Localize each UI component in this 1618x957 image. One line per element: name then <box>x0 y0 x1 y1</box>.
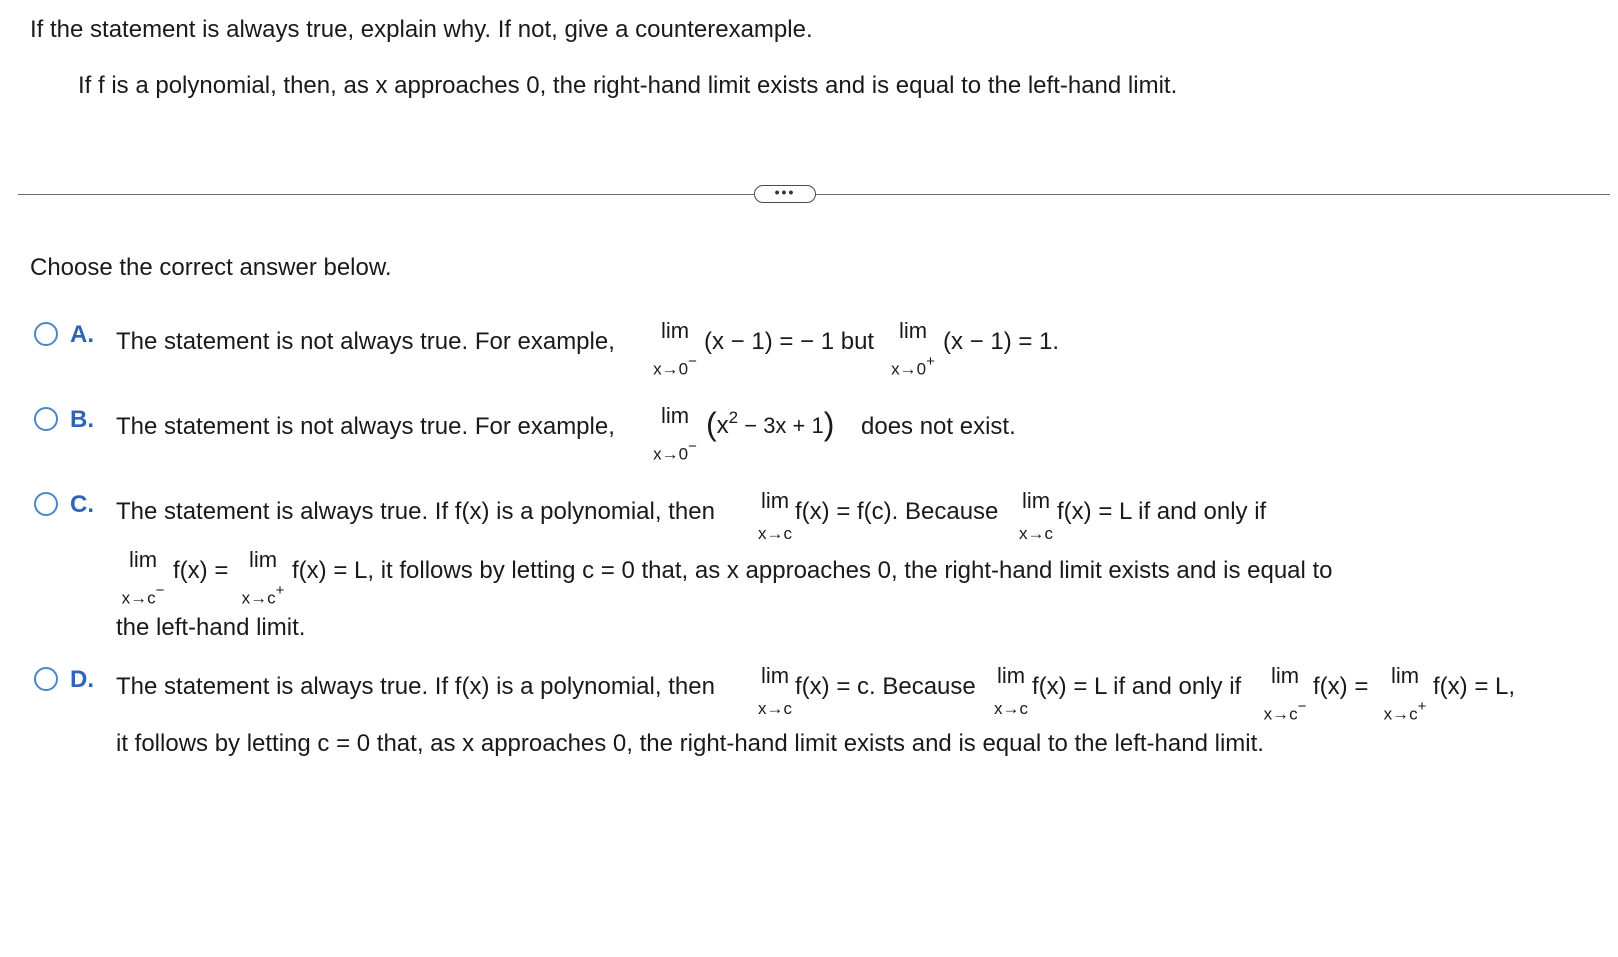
lim-word: lim <box>898 318 928 343</box>
lim-word: lim <box>128 547 158 572</box>
lim-subscript: x→0+ <box>891 353 935 379</box>
lim-word: lim <box>760 488 790 513</box>
option-c-lead: The statement is always true. If f(x) is a polynomial, then <box>116 498 715 525</box>
option-d-lead: The statement is always true. If f(x) is a polynomial, then <box>116 673 715 700</box>
lim-subscript: x→c− <box>1263 698 1307 724</box>
lim-subscript: x→0− <box>653 353 697 379</box>
option-a-lead: The statement is not always true. For example, <box>116 328 615 355</box>
lim-subscript: x→c <box>994 699 1028 718</box>
option-b-letter: B. <box>70 406 94 433</box>
radio-option-b[interactable] <box>34 407 58 431</box>
option-d-expr2: f(x) = L if and only if <box>1032 673 1242 700</box>
lim-word: lim <box>660 403 690 428</box>
option-c-lim-3 <box>108 549 178 608</box>
option-b-lead: The statement is not always true. For example, <box>116 413 615 440</box>
lim-subscript: x→0− <box>653 438 697 464</box>
lim-word: lim <box>1021 488 1051 513</box>
option-c-line3: the left-hand limit. <box>116 614 306 641</box>
option-d-expr1: f(x) = c. Because <box>795 673 976 700</box>
option-c-lim-4 <box>228 549 298 608</box>
option-a-expr1: (x − 1) = − 1 but <box>704 328 875 355</box>
option-a-lim-left <box>640 320 710 379</box>
lim-subscript: x→c <box>1019 524 1053 543</box>
option-d-lim-3 <box>1250 665 1320 724</box>
option-a-lim-right <box>878 320 948 379</box>
statement-text: If f is a polynomial, then, as x approaches 0, the right-hand limit exists and is equal to the left-hand limit. <box>78 72 1178 99</box>
lim-subscript: x→c <box>758 524 792 543</box>
option-c-expr1: f(x) = f(c). Because <box>795 498 999 525</box>
lim-word: lim <box>1270 663 1300 688</box>
option-a-expr2: (x − 1) = 1. <box>943 328 1060 355</box>
instruction-text: If the statement is always true, explain why. If not, give a counterexample. <box>30 16 813 43</box>
lim-word: lim <box>996 663 1026 688</box>
option-c-expr3: f(x) = <box>173 557 229 584</box>
lim-subscript: x→c− <box>121 582 165 608</box>
lim-word: lim <box>760 663 790 688</box>
answer-prompt: Choose the correct answer below. <box>30 254 392 281</box>
option-b-tail: does not exist. <box>861 413 1016 440</box>
option-d-letter: D. <box>70 666 94 693</box>
option-c-expr4: f(x) = L, it follows by letting c = 0 that, as x approaches 0, the right-hand limit exists and is equal to <box>292 557 1333 584</box>
option-c-letter: C. <box>70 491 94 518</box>
option-d-expr4: f(x) = L, <box>1433 673 1516 700</box>
option-d-lim-4 <box>1370 665 1440 724</box>
option-d-line2: it follows by letting c = 0 that, as x approaches 0, the right-hand limit exists and is equal to the left-hand limit. <box>116 730 1264 757</box>
lim-subscript: x→c+ <box>241 582 285 608</box>
radio-option-a[interactable] <box>34 322 58 346</box>
lim-subscript: x→c+ <box>1383 698 1427 724</box>
lim-word: lim <box>1390 663 1420 688</box>
radio-option-c[interactable] <box>34 492 58 516</box>
radio-option-d[interactable] <box>34 667 58 691</box>
lim-subscript: x→c <box>758 699 792 718</box>
option-c-expr2: f(x) = L if and only if <box>1057 498 1267 525</box>
option-b-polynomial: $(x^2 - 3x + 1)$ <box>706 406 835 442</box>
option-d-expr3: f(x) = <box>1313 673 1369 700</box>
option-b-lim <box>640 405 710 464</box>
option-a-letter: A. <box>70 321 94 348</box>
lim-word: lim <box>248 547 278 572</box>
lim-word: lim <box>660 318 690 343</box>
expand-more-button[interactable]: ••• <box>754 185 816 203</box>
